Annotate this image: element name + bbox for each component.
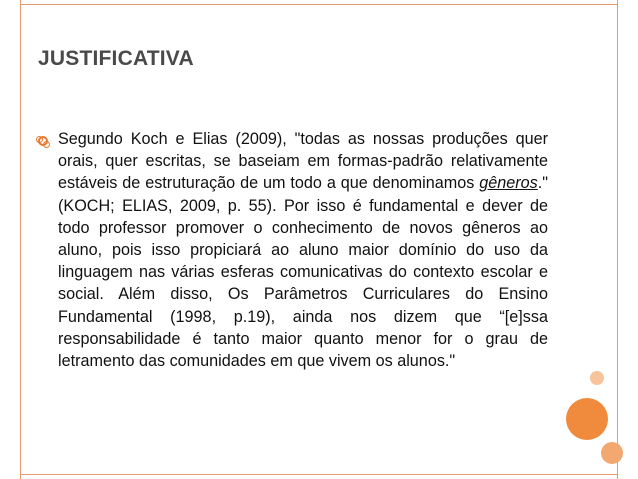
bottom-frame-line [20,474,618,475]
decorative-circle-small [601,442,623,464]
left-frame-line [20,0,21,479]
body-text-part-2: ." (KOCH; ELIAS, 2009, p. 55). Por isso é fundamental e dever de todo professor promover o conhecimento de novos gêneros ao aluno, pois isso propiciará ao aluno maior domínio do uso da linguagem nas várias esferas comunicativas do contexto escolar e social. Além disso, Os Parâmetros Curriculares do Ensino Fundamental (1998, p.19), ainda nos dizem que “[e]ssa responsabilidade é tanto maior quanto menor for o grau de letramento das comunidades em que vivem os alunos." [58,174,548,371]
bullet-icon [38,136,48,146]
slide-body-text [58,128,548,372]
top-frame-line [20,4,618,5]
slide-title: JUSTIFICATIVA [38,47,194,70]
right-frame-line [617,0,618,479]
decorative-circle-large [566,398,608,440]
body-text-emphasis: gêneros [479,174,538,193]
body-text-part-1: Segundo Koch e Elias (2009), "todas as nossas produções quer orais, quer escritas, se baseiam em formas-padrão relativamente estáveis de estruturação de um todo a que denominamos [58,130,548,193]
decorative-circle-tiny [590,371,604,385]
